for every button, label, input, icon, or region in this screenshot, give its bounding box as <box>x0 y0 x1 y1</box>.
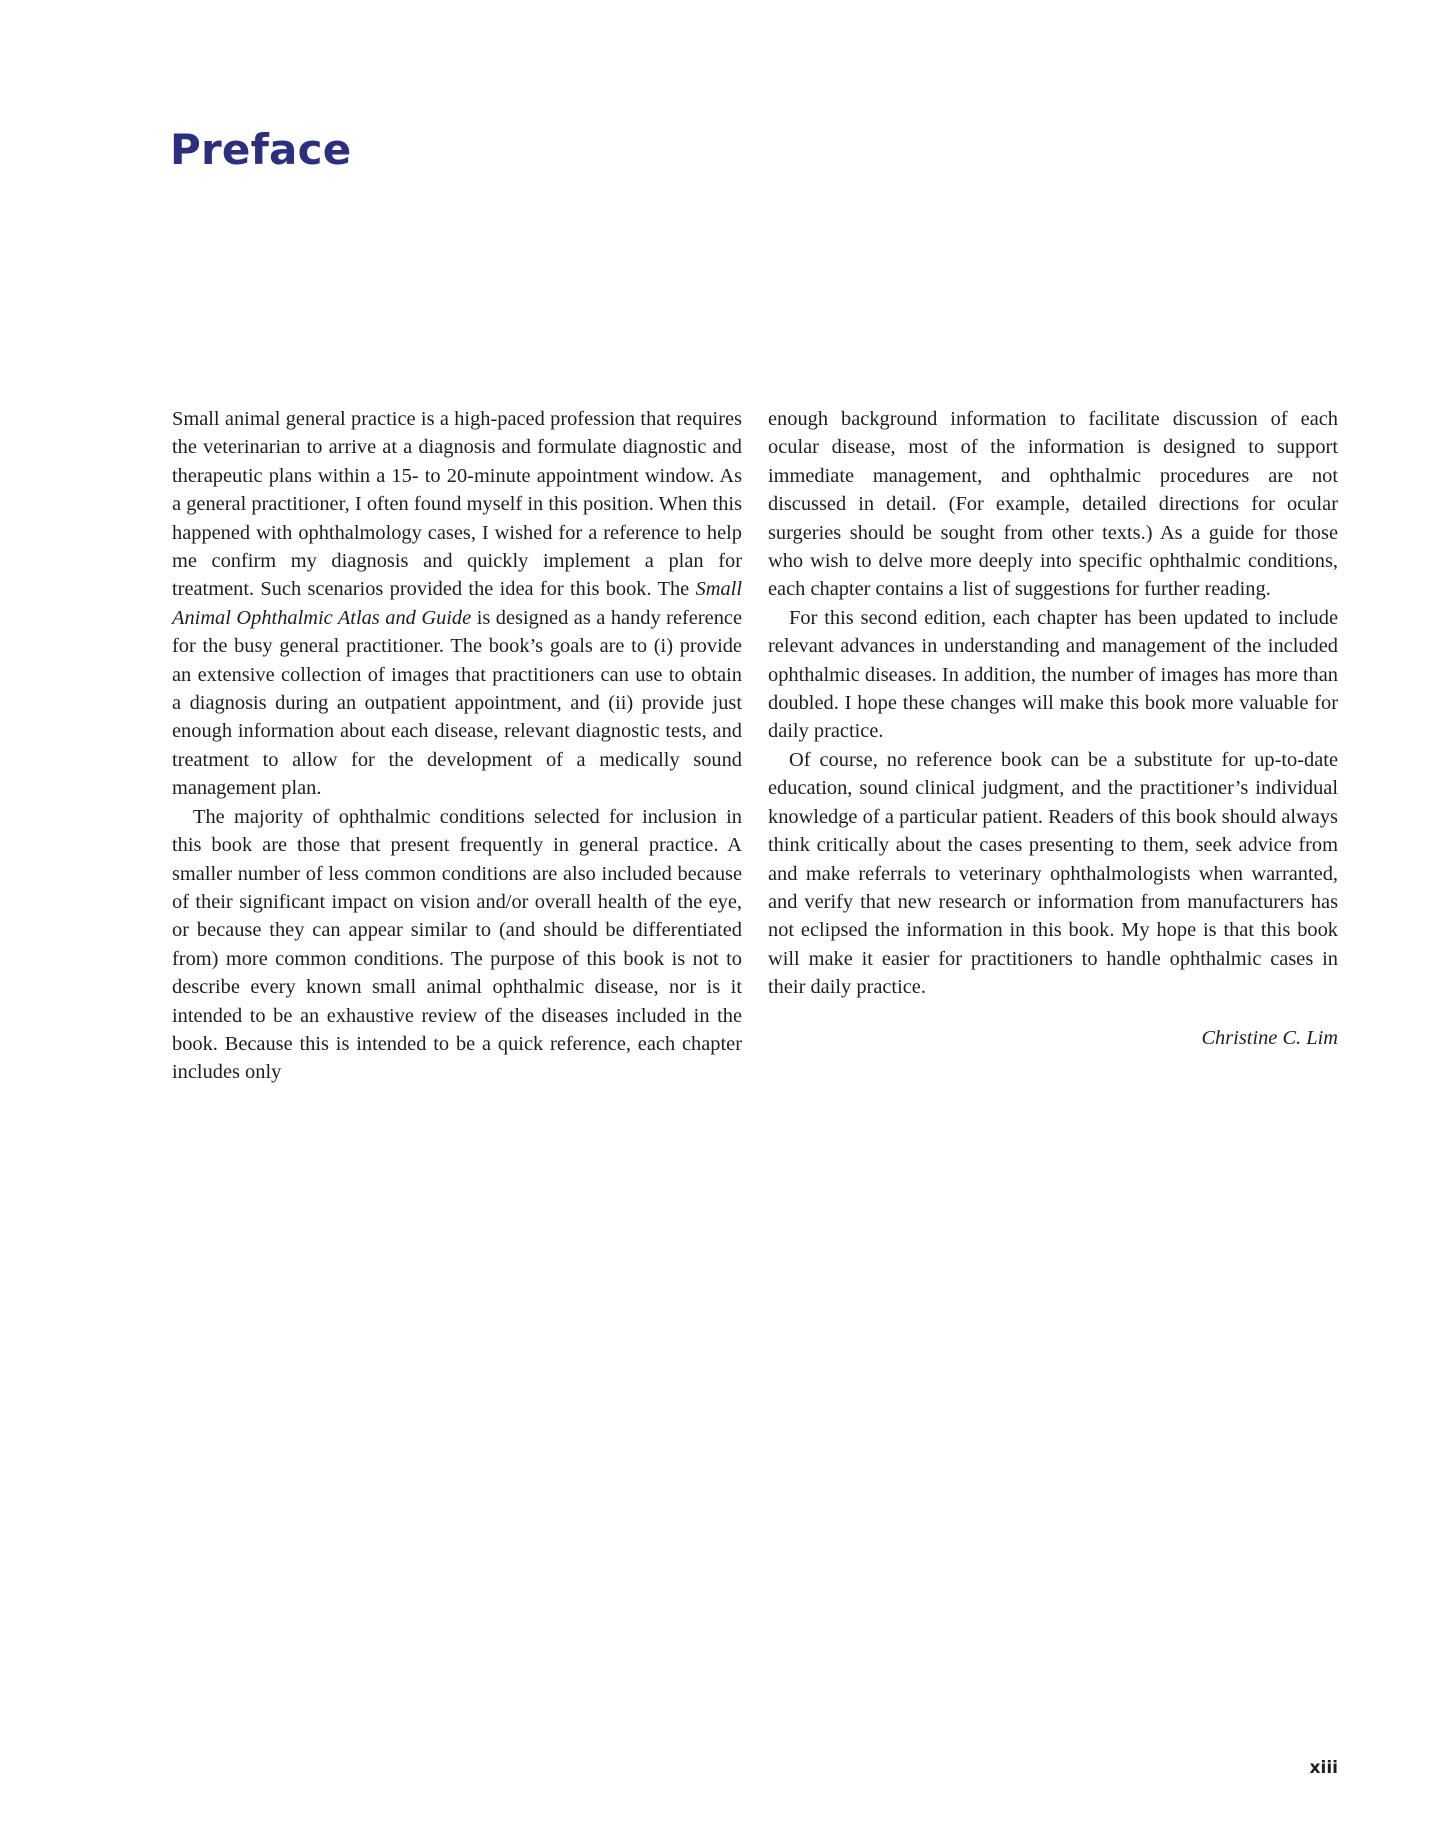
paragraph <box>172 405 742 803</box>
page-number: xiii <box>1309 1758 1338 1778</box>
author-signature: Christine C. Lim <box>1201 1026 1338 1049</box>
paragraph: Of course, no reference book can be a substitute for up-to-date education, sound clinical judgment, and the practitioner’s individual knowledge of a particular patient. Readers of this book should always think critically about the cases presenting to them, seek advice from and make referrals to veterinary ophthalmologists when warranted, and verify that new research or information from manufacturers has not eclipsed the information in this book. My hope is that this book will make it easier for practitioners to handle ophthalmic cases in their daily practice. <box>768 748 1338 999</box>
right-column <box>768 405 1338 1087</box>
page-title: Preface <box>170 125 352 174</box>
paragraph: The majority of ophthalmic conditions selected for inclusion in this book are those that present frequently in general practice. A smaller number of less common conditions are also included because of their significant impact on vision and/or overall health of the eye, or because they can appear similar to (and should be differentiated from) more common conditions. The purpose of this book is not to describe every known small animal ophthalmic disease, nor is it intended to be an exhaustive review of the diseases included in the book. Because this is intended to be a quick reference, each chapter includes only <box>172 805 742 1084</box>
body-columns <box>172 405 1338 1087</box>
book-title: Small Animal Ophthalmic Atlas and Guide <box>172 578 742 629</box>
paragraph-text: is designed as a handy reference for the busy general practitioner. The book’s goals are to (i) provide an extensive collection of images that practitioners can use to obtain a diagnosis during an outpatient appointment, and (ii) provide just enough information about each disease, relevant diagnostic tests, and treatment to allow for the development of a medically sound management plan. <box>172 606 742 800</box>
left-column <box>172 405 742 1087</box>
paragraph: For this second edition, each chapter has been updated to include relevant advances in understanding and management of the included ophthalmic diseases. In addition, the number of images has more than doubled. I hope these changes will make this book more valuable for daily practice. <box>768 606 1338 743</box>
paragraph: enough background information to facilitate discussion of each ocular disease, most of the information is designed to support immediate management, and ophthalmic procedures are not discussed in detail. (For example, detailed directions for ocular surgeries should be sought from other texts.) As a guide for those who wish to delve more deeply into specific ophthalmic conditions, each chapter contains a list of suggestions for further reading. <box>768 408 1338 601</box>
paragraph-text: Small animal general practice is a high-paced profession that requires the veterinarian to arrive at a diagnosis and formulate diagnostic and therapeutic plans within a 15- to 20-minute appointment window. As a general practitioner, I often found myself in this position. When this happened with ophthalmology cases, I wished for a reference to help me confirm my diagnosis and quickly implement a plan for treatment. Such scenarios provided the idea for this book. The <box>172 408 742 601</box>
